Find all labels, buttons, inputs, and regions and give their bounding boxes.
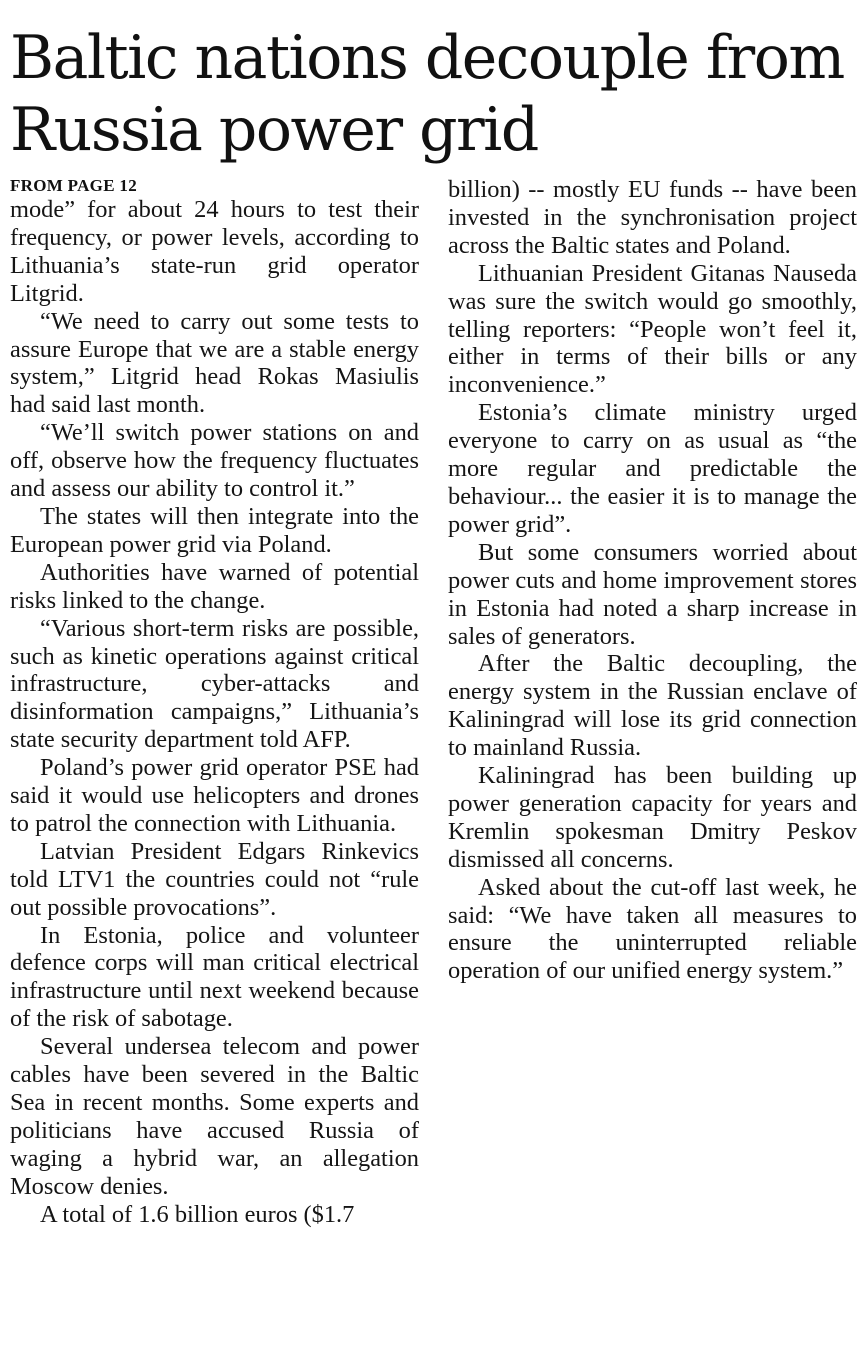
article-paragraph: Lithuanian President Gitanas Nauseda was sure the switch would go smoothly, telling reporters: “People won’t feel it, either in terms of their bills or any inconvenience.” <box>448 259 857 399</box>
article-paragraph: “We need to carry out some tests to assure Europe that we are a stable energy system,” Litgrid head Rokas Masiulis had said last month. <box>10 307 419 419</box>
article-paragraph: Latvian President Edgars Rinkevics told LTV1 the countries could not “rule out possible provocations”. <box>10 837 419 921</box>
article-paragraph: Poland’s power grid operator PSE had said it would use helicopters and drones to patrol the connection with Lithuania. <box>10 754 419 837</box>
article-paragraph: “We’ll switch power stations on and off, observe how the frequency fluctuates and assess our ability to control it.” <box>10 419 419 503</box>
article-headline: Baltic nations decouple from Russia power grid <box>10 23 844 165</box>
article-paragraph: In Estonia, police and volunteer defence corps will man critical electrical infrastructure until next weekend because of the risk of sabotage. <box>10 921 419 1033</box>
article-paragraph: billion) -- mostly EU funds -- have been invested in the synchronisation project across the Baltic states and Poland. <box>448 176 857 259</box>
article-column-left <box>10 176 419 1229</box>
article-paragraph: Asked about the cut-off last week, he said: “We have taken all measures to ensure the uninterrupted reliable operation of our unified energy system.” <box>448 873 857 985</box>
continued-from-label: FROM PAGE 12 <box>10 176 137 195</box>
article-paragraph: mode” for about 24 hours to test their frequency, or power levels, according to Lithuania’s state-run grid operator Litgrid. <box>10 196 419 307</box>
article-paragraph: But some consumers worried about power cuts and home improvement stores in Estonia had noted a sharp increase in sales of generators. <box>448 538 857 650</box>
article-paragraph: A total of 1.6 billion euros ($1.7 <box>40 1200 355 1228</box>
article-paragraph: “Various short-term risks are possible, such as kinetic operations against critical infrastructure, cyber-attacks and disinformation campaigns,” Lithuania’s state security department told AFP. <box>10 614 419 754</box>
article-paragraph: Kaliningrad has been building up power generation capacity for years and Kremlin spokesman Dmitry Peskov dismissed all concerns. <box>448 762 857 873</box>
article-paragraph: Several undersea telecom and power cables have been severed in the Baltic Sea in recent months. Some experts and politicians have accused Russia of waging a hybrid war, an allegation Moscow denies. <box>10 1033 419 1200</box>
article-paragraph: The states will then integrate into the European power grid via Poland. <box>10 502 419 558</box>
article-paragraph: Estonia’s climate ministry urged everyone to carry on as usual as “the more regular and predictable the behaviour... the easier it is to manage the power grid”. <box>448 399 857 538</box>
article-column-right <box>448 176 857 985</box>
article-paragraph: After the Baltic decoupling, the energy system in the Russian enclave of Kaliningrad will lose its grid connection to mainland Russia. <box>448 650 857 762</box>
article-paragraph: Authorities have warned of potential risks linked to the change. <box>10 558 419 614</box>
